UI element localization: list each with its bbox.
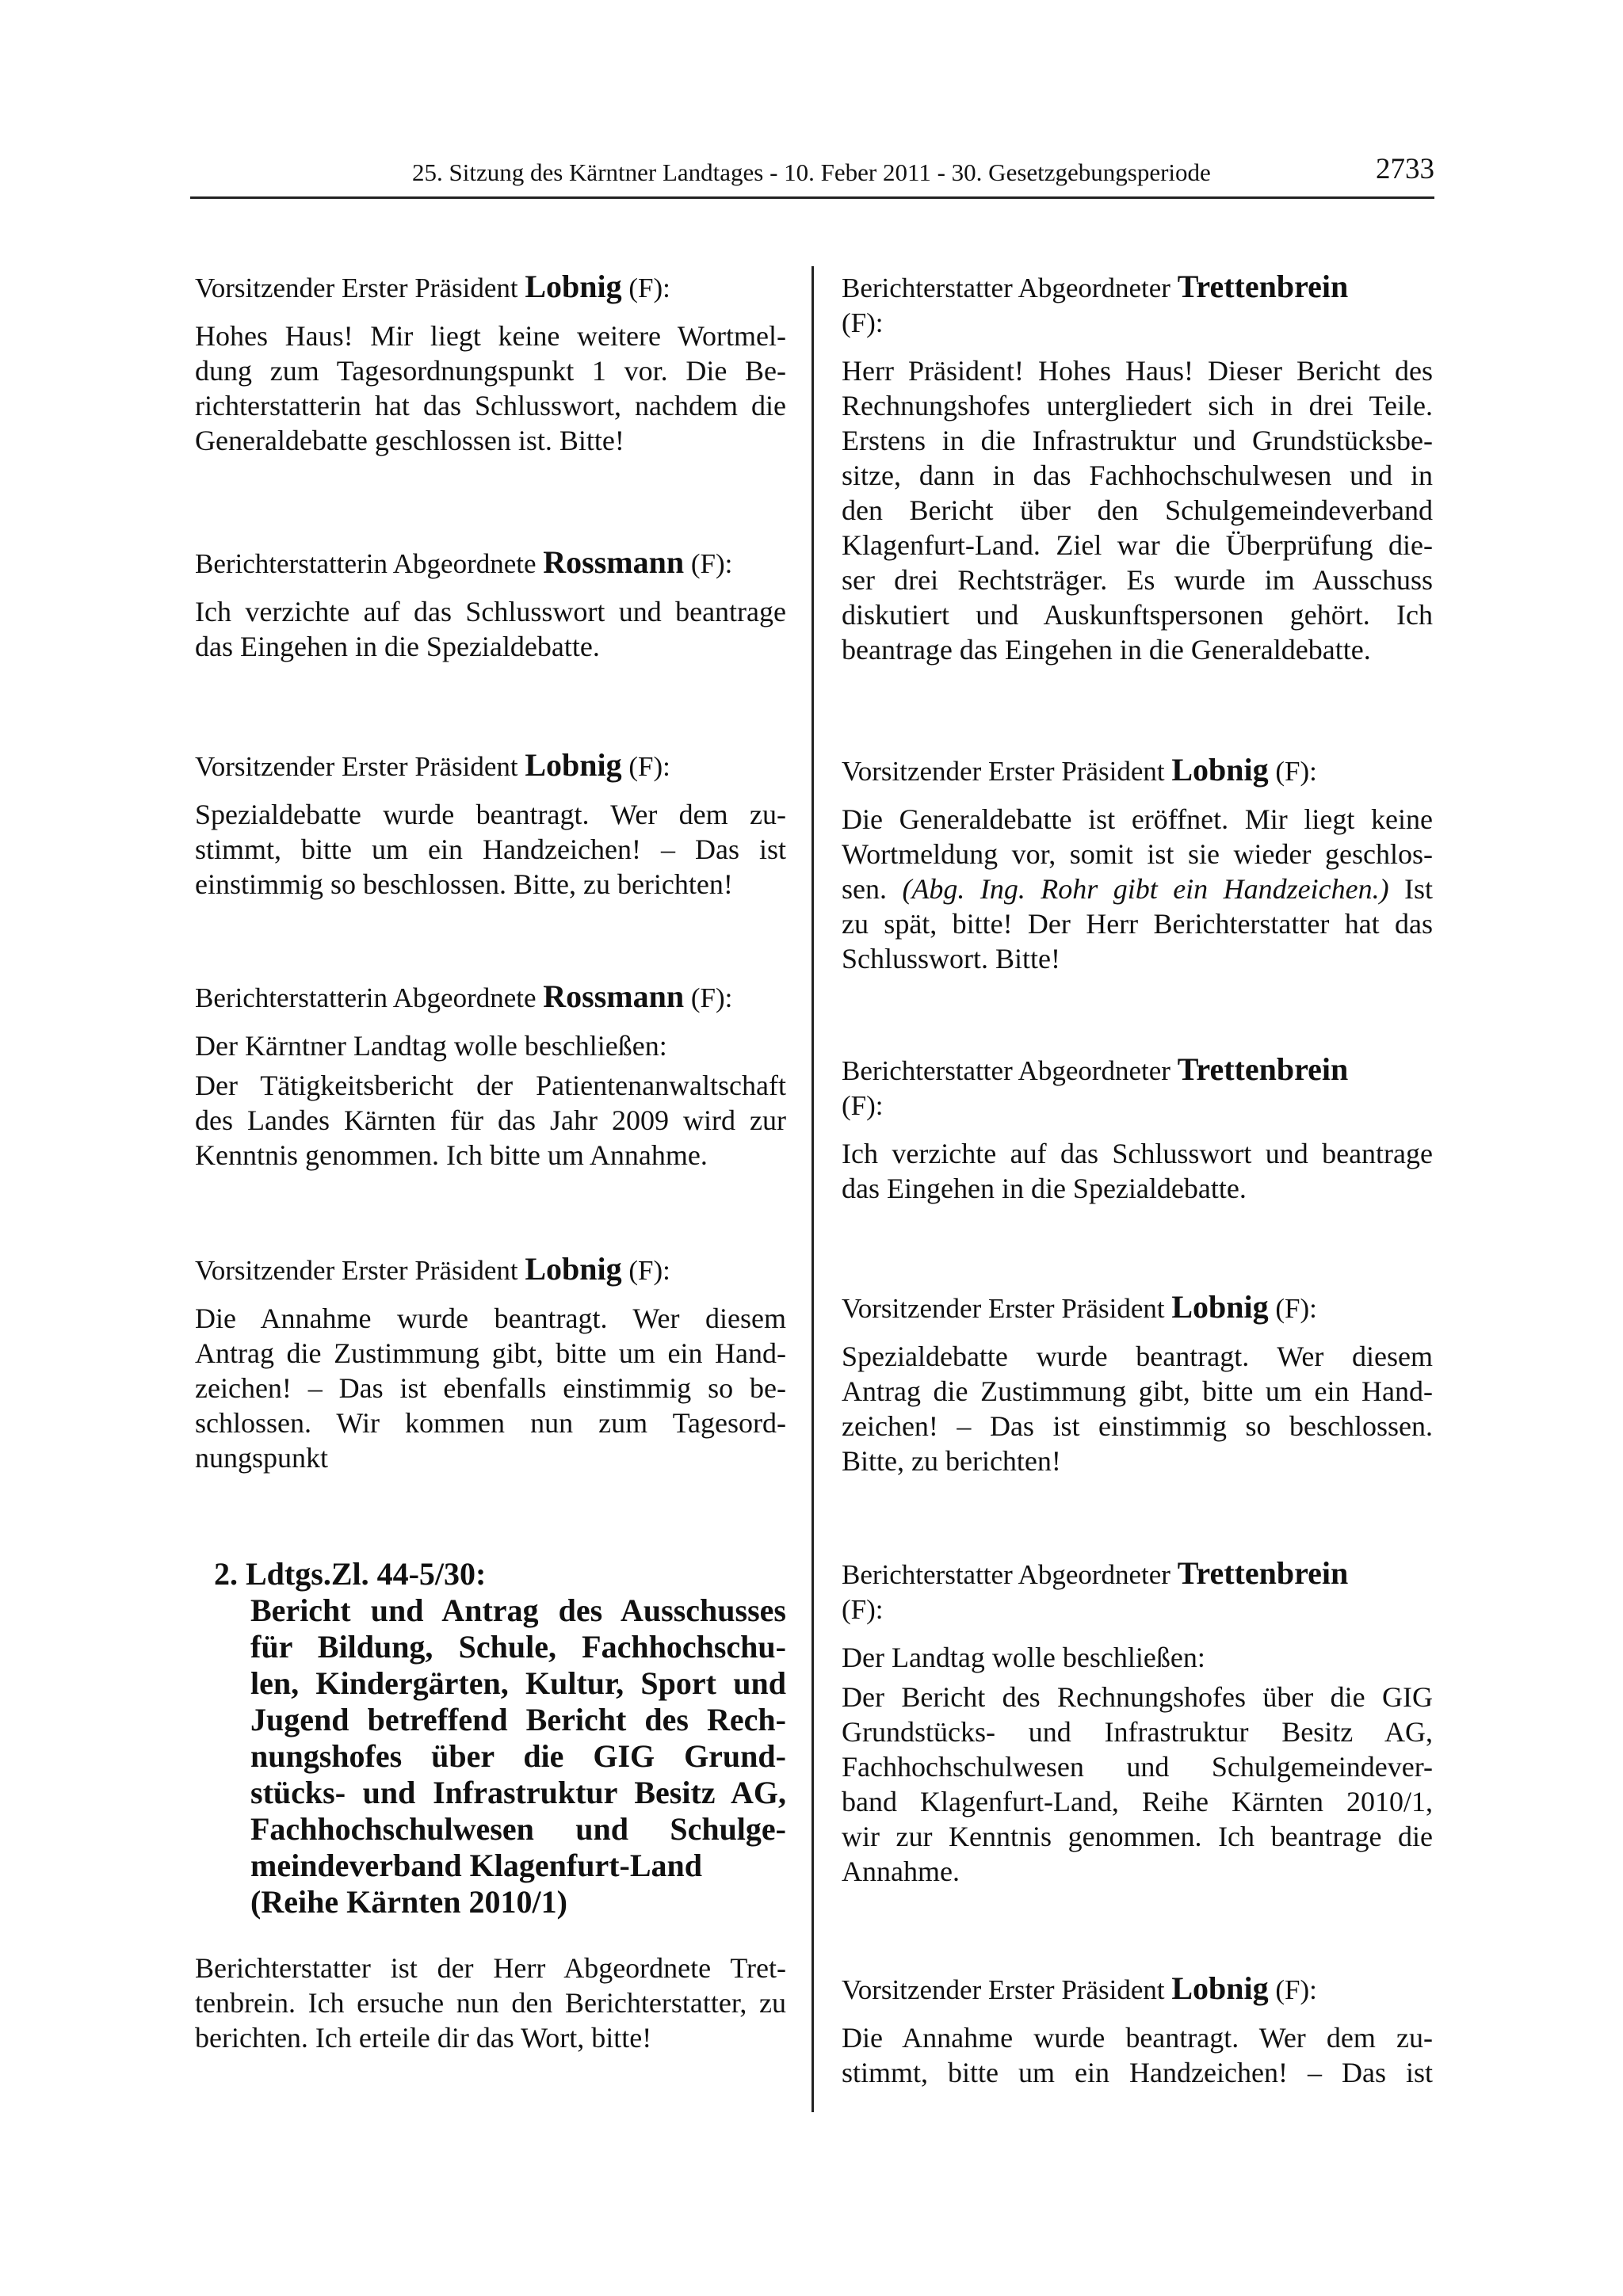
speech-text	[195, 594, 786, 664]
speaker-role: Berichterstatter Abgeordneter	[842, 1055, 1170, 1086]
speaker-role: Berichterstatter Abgeordneter	[842, 273, 1170, 303]
text-line: Rechnungshofes untergliedert sich in drei Teile.	[842, 390, 1433, 421]
text-line: diskutiert und Auskunftspersonen gehört. Ich	[842, 599, 1433, 631]
text-line: Generaldebatte geschlossen ist. Bitte!	[195, 425, 624, 456]
speech-block	[842, 1556, 1433, 1889]
text-line: schlossen. Wir kommen nun zum Tagesord-	[195, 1407, 786, 1439]
agenda-line: für Bildung, Schule, Fachhochschu-	[250, 1629, 786, 1665]
speech-block	[842, 1971, 1433, 2090]
text-line: Die Annahme wurde beantragt. Wer diesem	[195, 1302, 786, 1334]
speech-block	[842, 1052, 1433, 1206]
text-line: nungspunkt	[195, 1442, 329, 1474]
text-line: Herr Präsident! Hohes Haus! Dieser Bericht des	[842, 355, 1433, 387]
speaker-role: Berichterstatterin Abgeordnete	[195, 982, 537, 1013]
speech-text	[842, 1339, 1433, 1478]
text-line: berichten. Ich erteile dir das Wort, bitte!	[195, 2022, 652, 2054]
speech-text	[842, 353, 1433, 667]
text-line: Annahme.	[842, 1855, 960, 1887]
speaker-line	[842, 753, 1433, 789]
text-line: Erstens in die Infrastruktur und Grundstücksbe-	[842, 425, 1433, 456]
agenda-line: (Reihe Kärnten 2010/1)	[250, 1884, 567, 1920]
speaker-name: Trettenbrein	[1177, 1555, 1349, 1591]
speaker-name: Lobnig	[525, 269, 622, 304]
text-line: dung zum Tagesordnungspunkt 1 vor. Die Be-	[195, 355, 786, 387]
speaker-party: (F):	[1275, 1293, 1317, 1324]
speaker-name: Lobnig	[525, 1251, 622, 1287]
text-line: Die Generaldebatte ist eröffnet. Mir liegt keine	[842, 803, 1433, 835]
text-line: zeichen! – Das ist einstimmig so beschlossen.	[842, 1410, 1433, 1442]
agenda-line: meindeverband Klagenfurt-Land	[250, 1848, 703, 1883]
text-line: Spezialdebatte wurde beantragt. Wer diesem	[842, 1341, 1433, 1372]
text-line: zeichen! – Das ist ebenfalls einstimmig so be-	[195, 1372, 786, 1404]
text-line: Hohes Haus! Mir liegt keine weitere Wortmel-	[195, 320, 786, 352]
text-line: Fachhochschulwesen und Schulgemeindever-	[842, 1751, 1433, 1783]
speaker-line	[195, 748, 786, 784]
resolution-text	[195, 1068, 786, 1173]
page-header	[190, 155, 1434, 199]
text-line: band Klagenfurt-Land, Reihe Kärnten 2010/1,	[842, 1786, 1433, 1817]
text-line: Schlusswort. Bitte!	[842, 943, 1060, 974]
speech-block	[195, 269, 786, 458]
text-line: Der Kärntner Landtag wolle beschließen:	[195, 1030, 667, 1062]
agenda-number: 2. Ldtgs.Zl. 44-5/30:	[214, 1556, 487, 1592]
speaker-line	[842, 1290, 1433, 1326]
agenda-line: stücks- und Infrastruktur Besitz AG,	[250, 1775, 786, 1810]
text-line: Der Bericht des Rechnungshofes über die GIG	[842, 1681, 1433, 1713]
speaker-role: Vorsitzender Erster Präsident	[195, 1255, 518, 1286]
speaker-party: (F):	[628, 273, 670, 303]
speaker-line	[195, 979, 786, 1016]
text-line: das Eingehen in die Spezialdebatte.	[195, 631, 600, 662]
text-line: stimmt, bitte um ein Handzeichen! – Das ist	[195, 833, 786, 865]
text-line: Antrag die Zustimmung gibt, bitte um ein Hand-	[842, 1375, 1433, 1407]
speaker-party: (F):	[1275, 1974, 1317, 2005]
speaker-role: Berichterstatter Abgeordneter	[842, 1559, 1170, 1590]
text-line: sitze, dann in das Fachhochschulwesen und in	[842, 460, 1433, 491]
speaker-name: Lobnig	[1171, 1289, 1269, 1325]
agenda-title	[214, 1592, 786, 1920]
speaker-name: Lobnig	[525, 747, 622, 783]
speech-text	[842, 1136, 1433, 1206]
speaker-role: Berichterstatterin Abgeordnete	[195, 548, 537, 579]
agenda-line: nungshofes über die GIG Grund-	[250, 1738, 786, 1774]
text-line: Die Annahme wurde beantragt. Wer dem zu-	[842, 2022, 1433, 2054]
text-line: Spezialdebatte wurde beantragt. Wer dem zu-	[195, 799, 786, 830]
speech-block	[842, 1290, 1433, 1478]
speech-block	[195, 1252, 786, 1475]
text-line: das Eingehen in die Spezialdebatte.	[842, 1173, 1247, 1204]
agenda-line: len, Kindergärten, Kultur, Sport und	[250, 1665, 786, 1701]
text-line: Berichterstatter ist der Herr Abgeordnete Tret-	[195, 1952, 786, 1984]
speaker-line	[842, 1971, 1433, 2008]
text-fragment: sen.	[842, 873, 887, 905]
speaker-role: Vorsitzender Erster Präsident	[842, 1293, 1165, 1324]
speaker-name: Lobnig	[1171, 1970, 1269, 2006]
speech-text	[195, 1028, 786, 1063]
speaker-name: Rossmann	[543, 978, 685, 1014]
speaker-name: Rossmann	[543, 544, 685, 580]
agenda-line: Jugend betreffend Bericht des Rech-	[250, 1702, 786, 1737]
text-line: Der Landtag wolle beschließen:	[842, 1642, 1205, 1673]
column-divider	[812, 266, 814, 2112]
speaker-party: (F):	[690, 982, 733, 1013]
text-line: Kenntnis genommen. Ich bitte um Annahme.	[195, 1139, 708, 1171]
speaker-role: Vorsitzender Erster Präsident	[842, 1974, 1165, 2005]
agenda-item	[214, 1556, 786, 1920]
speech-block	[195, 979, 786, 1173]
speech-text	[195, 1301, 786, 1475]
header-title: 25. Sitzung des Kärntner Landtages - 10. Feber 2011 - 30. Gesetzgebungsperiode	[412, 158, 1211, 186]
text-line: den Bericht über den Schulgemeindeverband	[842, 494, 1433, 526]
text-line: Klagenfurt-Land. Ziel war die Überprüfung die-	[842, 529, 1433, 561]
text-line: Ich verzichte auf das Schlusswort und beantrage	[842, 1138, 1433, 1169]
speaker-line	[842, 1556, 1433, 1627]
text-line: zu spät, bitte! Der Herr Berichterstatter hat das	[842, 908, 1433, 940]
text-line: richterstatterin hat das Schlusswort, nachdem die	[195, 390, 786, 421]
speaker-role: Vorsitzender Erster Präsident	[195, 751, 518, 782]
speech-text	[842, 2020, 1433, 2090]
text-line: ser drei Rechtsträger. Es wurde im Ausschuss	[842, 564, 1433, 596]
speech-text	[842, 802, 1433, 976]
text-line: wir zur Kenntnis genommen. Ich beantrage die	[842, 1821, 1433, 1852]
text-line: einstimmig so beschlossen. Bitte, zu berichten!	[195, 868, 733, 900]
speech-block	[195, 545, 786, 664]
speaker-name: Trettenbrein	[1177, 1051, 1349, 1087]
text-line: stimmt, bitte um ein Handzeichen! – Das ist	[842, 2057, 1433, 2088]
speaker-line	[842, 1052, 1433, 1123]
speaker-role: Vorsitzender Erster Präsident	[842, 756, 1165, 787]
speech-block	[842, 269, 1433, 667]
text-line: Der Tätigkeitsbericht der Patientenanwaltschaft	[195, 1070, 786, 1101]
speaker-name: Lobnig	[1171, 752, 1269, 788]
speech-text	[195, 318, 786, 458]
speech-block	[842, 753, 1433, 976]
text-line: des Landes Kärnten für das Jahr 2009 wird zur	[195, 1104, 786, 1136]
speaker-name: Trettenbrein	[1177, 269, 1349, 304]
text-line: Wortmeldung vor, somit ist sie wieder geschlos-	[842, 838, 1433, 870]
text-line: Ich verzichte auf das Schlusswort und beantrage	[195, 596, 786, 627]
speaker-line	[195, 545, 786, 582]
speaker-party: (F):	[690, 548, 733, 579]
speaker-party: (F):	[842, 1090, 884, 1121]
speaker-party: (F):	[1275, 756, 1317, 787]
speech-text	[842, 1640, 1433, 1675]
speaker-line	[195, 1252, 786, 1288]
text-line: tenbrein. Ich ersuche nun den Berichterstatter, zu	[195, 1987, 786, 2019]
speech-text	[195, 797, 786, 902]
text-line: Grundstücks- und Infrastruktur Besitz AG,	[842, 1716, 1433, 1748]
page-number: 2733	[1376, 153, 1434, 185]
interjection: (Abg. Ing. Rohr gibt ein Handzeichen.)	[902, 873, 1389, 905]
agenda-line: Bericht und Antrag des Ausschusses	[250, 1592, 786, 1628]
speaker-line	[842, 269, 1433, 341]
speaker-line	[195, 269, 786, 306]
text-line	[842, 871, 1433, 906]
text-line: beantrage das Eingehen in die Generaldebatte.	[842, 634, 1371, 666]
text-line: Bitte, zu berichten!	[842, 1445, 1061, 1477]
text-fragment: Ist	[1404, 873, 1434, 905]
resolution-text	[842, 1680, 1433, 1889]
speaker-party: (F):	[842, 1594, 884, 1625]
agenda-line: Fachhochschulwesen und Schulge-	[250, 1811, 786, 1847]
speech-block	[195, 1951, 786, 2055]
speech-text	[195, 1951, 786, 2055]
speaker-party: (F):	[842, 307, 884, 338]
speaker-party: (F):	[628, 1255, 670, 1286]
speaker-role: Vorsitzender Erster Präsident	[195, 273, 518, 303]
speech-block	[195, 748, 786, 902]
speaker-party: (F):	[628, 751, 670, 782]
text-line: Antrag die Zustimmung gibt, bitte um ein Hand-	[195, 1337, 786, 1369]
